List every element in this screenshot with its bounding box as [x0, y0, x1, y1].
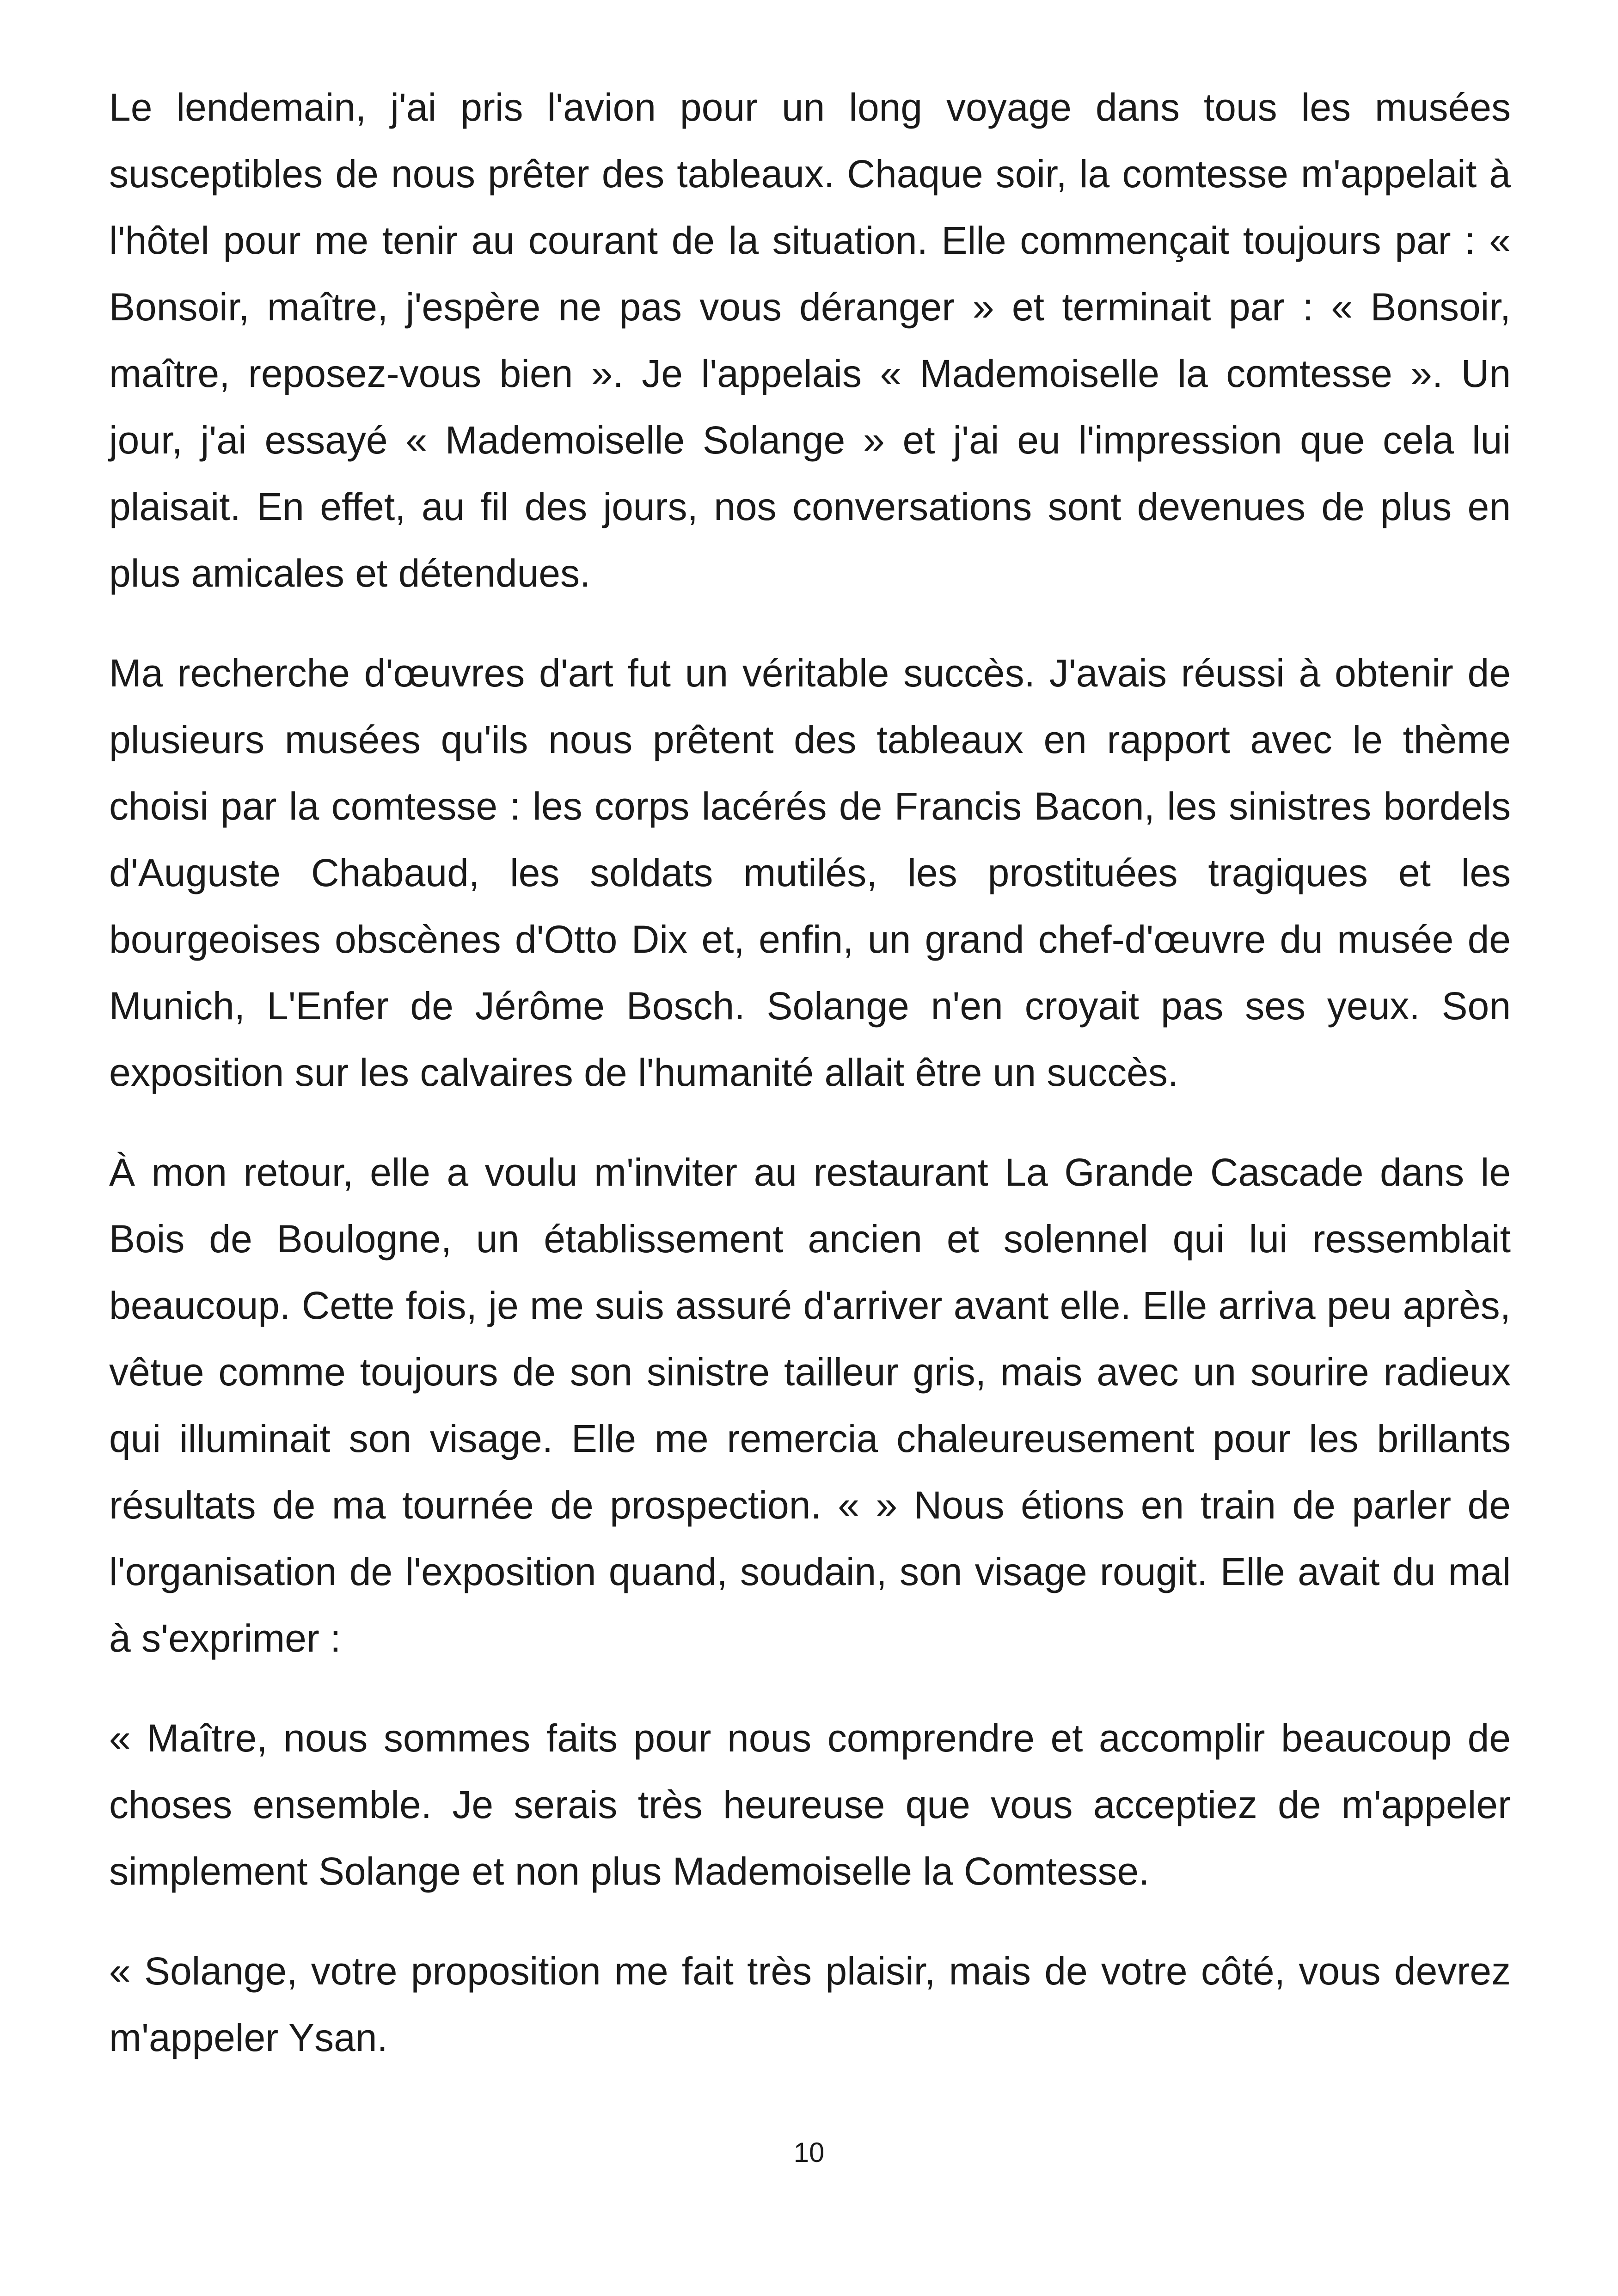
paragraph-4: « Maître, nous sommes faits pour nous comprendre et accomplir beaucoup de choses ensemble. Je serais très heureuse que vous acceptiez de m'appeler simplement Solange et non plus Mademoiselle la Comtesse. [109, 1716, 1511, 1893]
paragraph-5: « Solange, votre proposition me fait très plaisir, mais de votre côté, vous devrez m'appeler Ysan. [109, 1949, 1511, 2059]
page-number: 10 [793, 2137, 825, 2168]
paragraph-2: Ma recherche d'œuvres d'art fut un véritable succès. J'avais réussi à obtenir de plusieurs musées qu'ils nous prêtent des tableaux en rapport avec le thème choisi par la comtesse : les corps lacérés de Francis Bacon, les sinistres bordels d'Auguste Chabaud, les soldats mutilés, les prostituées tragiques et les bourgeoises obscènes d'Otto Dix et, enfin, un grand chef-d'œuvre du musée de Munich, L'Enfer de Jérôme Bosch. Solange n'en croyait pas ses yeux. Son exposition sur les calvaires de l'humanité allait être un succès. [109, 651, 1511, 1094]
paragraph-1: Le lendemain, j'ai pris l'avion pour un long voyage dans tous les musées susceptibles de nous prêter des tableaux. Chaque soir, la comtesse m'appelait à l'hôtel pour me tenir au courant de la situation. Elle commençait toujours par : « Bonsoir, maître, j'espère ne pas vous déranger » et terminait par : « Bonsoir, maître, reposez-vous bien ». Je l'appelais « Mademoiselle la comtesse ». Un jour, j'ai essayé « Mademoiselle Solange » et j'ai eu l'impression que cela lui plaisait. En effet, au fil des jours, nos conversations sont devenues de plus en plus amicales et détendues. [109, 86, 1511, 595]
body-text [109, 74, 1511, 2104]
paragraph-3: À mon retour, elle a voulu m'inviter au restaurant La Grande Cascade dans le Bois de Boulogne, un établissement ancien et solennel qui lui ressemblait beaucoup. Cette fois, je me suis assuré d'arriver avant elle. Elle arriva peu après, vêtue comme toujours de son sinistre tailleur gris, mais avec un sourire radieux qui illuminait son visage. Elle me remercia chaleureusement pour les brillants résultats de ma tournée de prospection. « » Nous étions en train de parler de l'organisation de l'exposition quand, soudain, son visage rougit. Elle avait du mal à s'exprimer : [109, 1151, 1511, 1660]
